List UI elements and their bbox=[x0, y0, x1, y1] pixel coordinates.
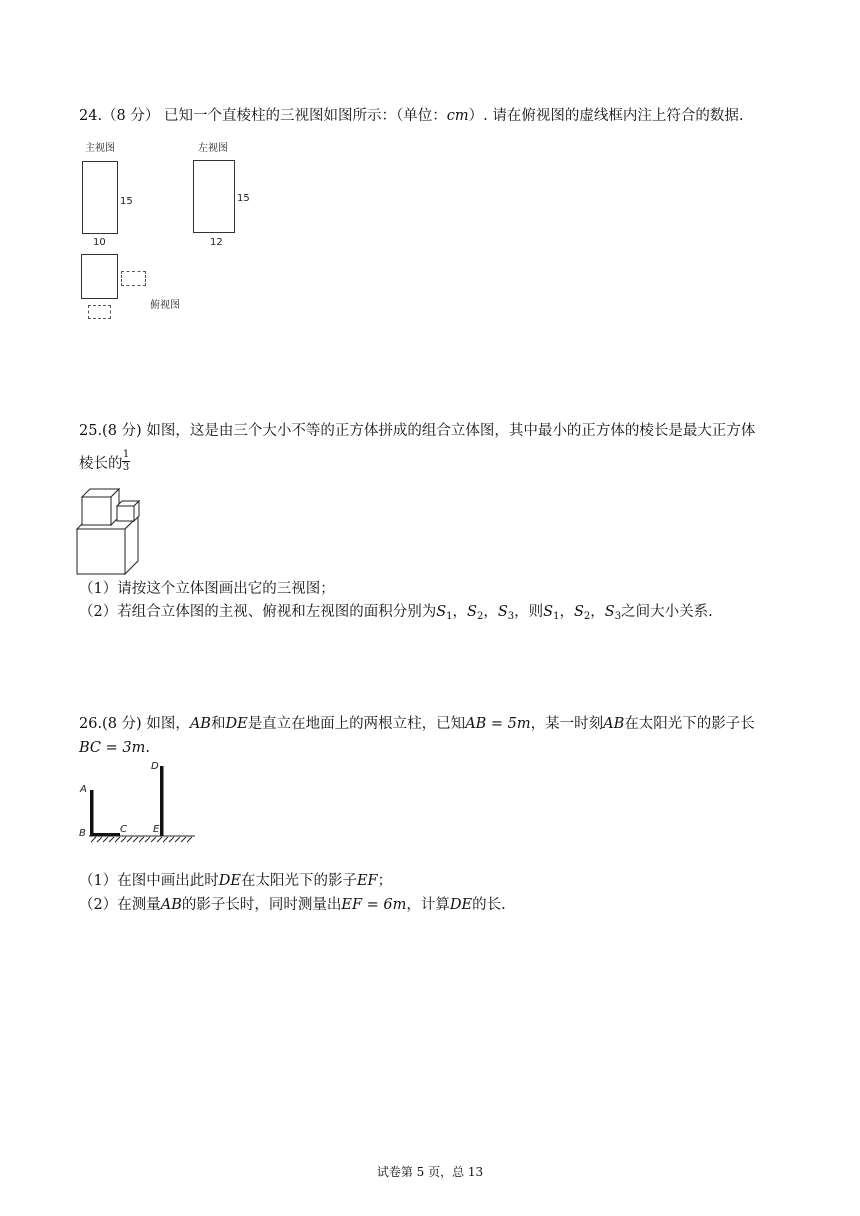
s2-symbol: S bbox=[467, 604, 477, 620]
q26-part2-c: ，计算 bbox=[406, 897, 450, 913]
front-width-label: 10 bbox=[93, 237, 106, 248]
eq-bc-3m: BC = 3m bbox=[79, 740, 146, 756]
ab-symbol: AB bbox=[189, 716, 211, 732]
ab-symbol-3: AB bbox=[160, 897, 182, 913]
q26-part2-d: 的长. bbox=[472, 897, 506, 913]
pole-de bbox=[160, 766, 164, 836]
s3-sub: 3 bbox=[507, 611, 515, 622]
q26-part1-b: 在太阳光下的影子 bbox=[240, 873, 357, 889]
q26-line1-c: ，某一时刻 bbox=[530, 716, 604, 732]
front-height-label: 15 bbox=[120, 196, 133, 207]
q25-part2-end: 之间大小关系. bbox=[621, 604, 713, 620]
q24-question bbox=[79, 106, 743, 126]
eq-ab-5m: AB = 5m bbox=[465, 716, 531, 732]
ab-symbol-2: AB bbox=[603, 716, 625, 732]
shadow-bc bbox=[90, 833, 120, 837]
eq-ef-6m: EF = 6m bbox=[341, 897, 407, 913]
left-view-label: 左视图 bbox=[198, 143, 228, 154]
label-b: B bbox=[79, 828, 86, 839]
left-width-label: 12 bbox=[210, 237, 223, 248]
q25-line2-prefix: 棱长的 bbox=[79, 456, 123, 472]
q26-part1-a: （1）在图中画出此时 bbox=[79, 873, 219, 889]
frac-num: 1 bbox=[122, 449, 130, 460]
s1-symbol: S bbox=[436, 604, 447, 620]
pole-ab bbox=[90, 790, 94, 836]
top-view-dashed-box-bottom bbox=[88, 305, 111, 319]
frac-den: 3 bbox=[122, 462, 130, 473]
label-e: E bbox=[153, 824, 160, 835]
q26-period: . bbox=[145, 740, 150, 756]
cube-composite-figure bbox=[75, 484, 165, 584]
q26-part1-c: ； bbox=[377, 873, 393, 889]
q26-line1-d: 在太阳光下的影子长 bbox=[624, 716, 755, 732]
s1-sub: 1 bbox=[446, 611, 453, 622]
q25-part1: （1）请按这个立体图画出它的三视图； bbox=[79, 581, 335, 597]
q25-part2-mid: ，则 bbox=[514, 604, 544, 620]
top-view-label: 俯视图 bbox=[150, 300, 180, 311]
top-view-dashed-box-right bbox=[121, 271, 146, 286]
q26-part2-a: （2）在测量 bbox=[79, 897, 161, 913]
label-a: A bbox=[80, 784, 87, 795]
q24-unit: cm bbox=[446, 108, 469, 124]
s1b-sub: 1 bbox=[553, 611, 560, 622]
s2b-sub: 2 bbox=[583, 611, 591, 622]
s3b-symbol: S bbox=[604, 604, 615, 620]
de-symbol-3: DE bbox=[449, 897, 473, 913]
label-c: C bbox=[120, 824, 127, 835]
s3b-sub: 3 bbox=[614, 611, 622, 622]
q26-line1-a: 26.(8 分) 如图， bbox=[79, 716, 190, 732]
q26-line2 bbox=[79, 738, 150, 758]
q25-line2 bbox=[79, 454, 123, 474]
front-view-label: 主视图 bbox=[85, 143, 115, 154]
ef-symbol: EF bbox=[356, 873, 378, 889]
top-view-rect bbox=[81, 254, 118, 299]
de-symbol: DE bbox=[225, 716, 248, 732]
q26-part2 bbox=[79, 895, 506, 915]
front-view-rect bbox=[82, 161, 118, 234]
left-height-label: 15 bbox=[237, 193, 250, 204]
q24-text-a: 已知一个直棱柱的三视图如图所示：（单位： bbox=[164, 108, 447, 124]
q25-part2-text: （2）若组合立体图的主视、俯视和左视图的面积分别为 bbox=[79, 604, 437, 620]
poles-figure bbox=[75, 758, 205, 848]
q25-line1: 25.(8 分) 如图，这是由三个大小不等的正方体拼成的组合立体图，其中最小的正方体的棱长是最大正方体 bbox=[79, 423, 756, 439]
q25-part2: （2）若组合立体图的主视、俯视和左视图的面积分别为$S_1$，$S_2$，$S_3$，则$S_1$，$S_2$，$S_3$之间大小关系. bbox=[79, 604, 713, 622]
fraction-one-third bbox=[122, 450, 130, 473]
q26-line1 bbox=[79, 714, 755, 734]
q24-number: 24.（8 分） bbox=[79, 108, 160, 124]
q26-line1-b: 是直立在地面上的两根立柱，已知 bbox=[247, 716, 466, 732]
s1b-symbol: S bbox=[543, 604, 554, 620]
page-footer: 试卷第 5 页，总 13 bbox=[376, 1165, 484, 1179]
s2-sub: 2 bbox=[476, 611, 484, 622]
de-symbol-2: DE bbox=[218, 873, 241, 889]
label-d: D bbox=[151, 761, 159, 772]
q26-part2-b: 的影子长时，同时测量出 bbox=[181, 897, 342, 913]
s3-symbol: S bbox=[497, 604, 508, 620]
s2b-symbol: S bbox=[573, 604, 584, 620]
left-view-rect bbox=[193, 160, 235, 233]
q24-text-b: ）. 请在俯视图的虚线框内注上符合的数据. bbox=[468, 108, 744, 124]
and-text: 和 bbox=[210, 716, 226, 732]
q26-part1 bbox=[79, 871, 392, 891]
